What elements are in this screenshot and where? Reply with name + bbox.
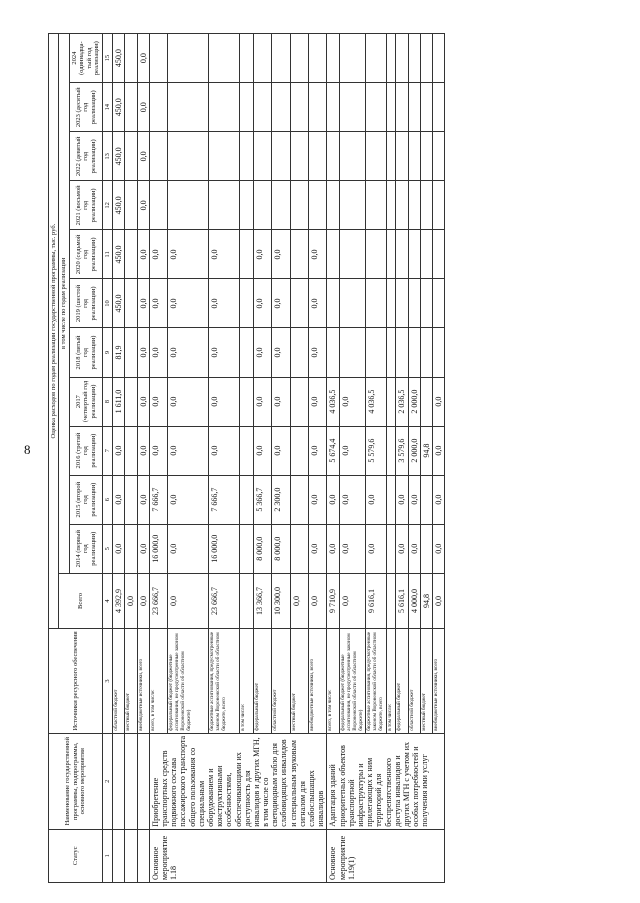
header-source: Источники ресурсного обеспечения	[49, 629, 103, 734]
value-cell: 81,9	[113, 328, 125, 377]
value-cell: 450,0	[113, 83, 125, 132]
value-cell: 0,0	[149, 279, 167, 328]
value-cell	[327, 132, 339, 181]
value-cell: 94,8	[420, 573, 432, 628]
value-cell: 0,0	[396, 475, 408, 524]
table-row	[327, 34, 339, 883]
value-cell	[420, 279, 432, 328]
value-cell	[290, 34, 308, 83]
source-cell: областной бюджет	[272, 629, 290, 734]
column-number: 10	[102, 279, 112, 328]
value-cell	[327, 34, 339, 83]
value-cell	[387, 573, 396, 628]
header-estimate: Оценка расходов по годам реализации государственной программы, тыс. руб.	[49, 34, 59, 629]
value-cell	[387, 328, 396, 377]
value-cell: 0,0	[366, 475, 387, 524]
name-cell: Приобретение транспортных средств подвижного состава пассажирского транспорта общего пользования со специальным оборудованием и конструктивными особенностями, обеспечивающими их доступность для инвалидов и других МГН, в том числе со светодиодным табло для слабовидящих инвалидов и специальным звуковым сигналом для слабослышащих инвалидов	[149, 733, 327, 829]
value-cell: 0,0	[308, 475, 326, 524]
value-cell	[125, 426, 137, 475]
value-cell: 94,8	[420, 426, 432, 475]
value-cell	[253, 83, 271, 132]
value-cell: 1 611,0	[113, 377, 125, 426]
value-cell: 0,0	[168, 279, 209, 328]
value-cell	[125, 132, 137, 181]
value-cell	[420, 328, 432, 377]
value-cell: 450,0	[113, 279, 125, 328]
value-cell	[339, 230, 366, 279]
value-cell: 0,0	[137, 83, 149, 132]
value-cell	[240, 34, 254, 83]
value-cell: 0,0	[137, 524, 149, 573]
source-cell: федеральный бюджет	[396, 629, 408, 734]
value-cell: 5 579,6	[366, 426, 387, 475]
value-cell: 5 616,1	[396, 573, 408, 628]
value-cell	[125, 377, 137, 426]
value-cell: 0,0	[253, 377, 271, 426]
value-cell: 0,0	[113, 426, 125, 475]
value-cell: 0,0	[408, 475, 420, 524]
value-cell: 0,0	[125, 573, 137, 628]
value-cell: 0,0	[432, 426, 444, 475]
source-cell: бюджетные ассигнования, предусмотренные законом Воронежской области об областном бюджете, всего	[366, 629, 387, 734]
value-cell	[387, 132, 396, 181]
value-cell	[149, 83, 167, 132]
value-cell	[396, 34, 408, 83]
value-cell	[420, 34, 432, 83]
value-cell	[290, 230, 308, 279]
value-cell: 0,0	[137, 132, 149, 181]
source-cell: в том числе:	[240, 629, 254, 734]
value-cell	[308, 83, 326, 132]
name-cell: Адаптация зданий приоритетных объектов транспортной инфраструктуры и прилегающих к ним территорий для беспрепятственного доступа инвалидов и других МГН с учетом их особых потребностей и получения ими услуг	[327, 733, 445, 829]
value-cell: 0,0	[272, 279, 290, 328]
name-cell	[125, 733, 137, 829]
value-cell: 0,0	[308, 279, 326, 328]
value-cell	[339, 279, 366, 328]
value-cell	[408, 328, 420, 377]
value-cell: 0,0	[149, 377, 167, 426]
value-cell	[125, 475, 137, 524]
column-number: 3	[102, 629, 112, 734]
header-year: 2017 (четвертый год реализации)	[69, 377, 102, 426]
value-cell: 0,0	[137, 279, 149, 328]
value-cell	[420, 230, 432, 279]
value-cell: 0,0	[137, 475, 149, 524]
value-cell	[240, 377, 254, 426]
header-year: 2021 (восьмой год реализации)	[69, 181, 102, 230]
value-cell	[308, 181, 326, 230]
header-year: 2018 (пятый год реализации)	[69, 328, 102, 377]
column-number: 8	[102, 377, 112, 426]
value-cell	[408, 230, 420, 279]
value-cell	[366, 328, 387, 377]
source-cell: местный бюджет	[290, 629, 308, 734]
table-row	[125, 34, 137, 883]
rotated-table-container	[48, 33, 603, 883]
header-year: 2014 (первый год реализации)	[69, 524, 102, 573]
value-cell	[290, 132, 308, 181]
value-cell	[168, 83, 209, 132]
value-cell: 0,0	[327, 524, 339, 573]
value-cell	[432, 34, 444, 83]
value-cell: 5 674,4	[327, 426, 339, 475]
value-cell: 0,0	[272, 426, 290, 475]
value-cell	[208, 34, 240, 83]
column-number: 2	[102, 733, 112, 829]
table-row	[149, 34, 167, 883]
column-number: 6	[102, 475, 112, 524]
value-cell: 0,0	[137, 426, 149, 475]
column-number: 4	[102, 573, 112, 628]
value-cell	[408, 279, 420, 328]
value-cell	[432, 181, 444, 230]
value-cell: 0,0	[137, 573, 149, 628]
source-cell: всего, в том числе:	[149, 629, 167, 734]
value-cell: 4 036,5	[366, 377, 387, 426]
value-cell	[408, 181, 420, 230]
value-cell	[327, 181, 339, 230]
value-cell: 0,0	[308, 328, 326, 377]
value-cell	[408, 34, 420, 83]
value-cell	[168, 34, 209, 83]
value-cell	[408, 83, 420, 132]
value-cell: 0,0	[253, 230, 271, 279]
value-cell	[396, 279, 408, 328]
value-cell	[387, 377, 396, 426]
value-cell: 0,0	[396, 524, 408, 573]
value-cell: 23 666,7	[208, 573, 240, 628]
value-cell	[290, 328, 308, 377]
value-cell	[125, 230, 137, 279]
value-cell	[432, 132, 444, 181]
column-number: 12	[102, 181, 112, 230]
value-cell: 0,0	[208, 279, 240, 328]
value-cell	[420, 83, 432, 132]
value-cell: 0,0	[253, 279, 271, 328]
value-cell: 13 366,7	[253, 573, 271, 628]
column-number: 13	[102, 132, 112, 181]
status-cell: Основное мероприятие 1.19(1)	[327, 829, 445, 882]
value-cell	[308, 34, 326, 83]
value-cell	[290, 83, 308, 132]
value-cell: 0,0	[149, 230, 167, 279]
value-cell: 8 000,0	[253, 524, 271, 573]
column-number: 14	[102, 83, 112, 132]
table-row	[137, 34, 149, 883]
value-cell: 0,0	[168, 328, 209, 377]
value-cell	[272, 83, 290, 132]
value-cell	[208, 181, 240, 230]
value-cell: 0,0	[168, 475, 209, 524]
value-cell: 2 036,5	[396, 377, 408, 426]
value-cell: 0,0	[168, 573, 209, 628]
header-status: Статус	[49, 829, 103, 882]
value-cell	[308, 132, 326, 181]
value-cell: 0,0	[408, 524, 420, 573]
value-cell: 0,0	[113, 524, 125, 573]
source-cell: внебюджетные источники, всего	[137, 629, 149, 734]
value-cell	[339, 132, 366, 181]
value-cell	[290, 377, 308, 426]
value-cell	[387, 230, 396, 279]
value-cell	[420, 181, 432, 230]
value-cell	[149, 132, 167, 181]
value-cell: 8 000,0	[272, 524, 290, 573]
value-cell	[240, 279, 254, 328]
value-cell: 2 300,0	[272, 475, 290, 524]
value-cell: 0,0	[168, 230, 209, 279]
value-cell	[387, 83, 396, 132]
value-cell	[253, 34, 271, 83]
value-cell	[339, 181, 366, 230]
header-year: 2019 (шестой год реализации)	[69, 279, 102, 328]
value-cell	[366, 132, 387, 181]
status-cell	[125, 829, 137, 882]
value-cell: 16 000,0	[208, 524, 240, 573]
value-cell	[290, 181, 308, 230]
header-year: 2023 (десятый год реализации)	[69, 83, 102, 132]
value-cell	[420, 377, 432, 426]
status-cell	[113, 829, 125, 882]
header-year: 2022 (девятый год реализации)	[69, 132, 102, 181]
value-cell: 0,0	[168, 524, 209, 573]
column-number: 1	[102, 829, 112, 882]
column-number: 15	[102, 34, 112, 83]
value-cell: 0,0	[137, 328, 149, 377]
source-cell: областной бюджет	[408, 629, 420, 734]
value-cell	[387, 475, 396, 524]
header-year: 2020 (седьмой год реализации)	[69, 230, 102, 279]
value-cell	[420, 475, 432, 524]
value-cell: 450,0	[113, 181, 125, 230]
value-cell	[149, 34, 167, 83]
value-cell	[432, 279, 444, 328]
value-cell	[149, 181, 167, 230]
value-cell: 0,0	[137, 230, 149, 279]
value-cell	[272, 181, 290, 230]
value-cell: 0,0	[149, 426, 167, 475]
header-year: 2016 (третий год реализации)	[69, 426, 102, 475]
value-cell: 0,0	[290, 573, 308, 628]
value-cell: 0,0	[339, 524, 366, 573]
source-cell: внебюджетные источники, всего	[432, 629, 444, 734]
value-cell: 0,0	[208, 328, 240, 377]
value-cell: 450,0	[113, 132, 125, 181]
value-cell: 0,0	[308, 524, 326, 573]
value-cell: 0,0	[272, 230, 290, 279]
value-cell	[125, 34, 137, 83]
value-cell	[240, 83, 254, 132]
value-cell: 0,0	[366, 524, 387, 573]
value-cell: 4 000,0	[408, 573, 420, 628]
value-cell: 0,0	[339, 475, 366, 524]
value-cell	[240, 132, 254, 181]
value-cell: 0,0	[432, 573, 444, 628]
value-cell	[396, 328, 408, 377]
value-cell: 0,0	[339, 573, 366, 628]
value-cell: 0,0	[137, 34, 149, 83]
value-cell	[327, 83, 339, 132]
value-cell: 5 366,7	[253, 475, 271, 524]
value-cell	[339, 328, 366, 377]
value-cell	[339, 34, 366, 83]
value-cell	[240, 573, 254, 628]
value-cell: 0,0	[208, 377, 240, 426]
value-cell	[396, 132, 408, 181]
value-cell	[408, 132, 420, 181]
value-cell	[168, 181, 209, 230]
value-cell	[253, 181, 271, 230]
source-cell: всего, в том числе:	[327, 629, 339, 734]
header-name: Наименование государственной программы, подпрограммы, основного мероприятия	[49, 733, 103, 829]
value-cell	[125, 83, 137, 132]
source-cell: бюджетные ассигнования, предусмотренные законом Воронежской области об областном бюджете, всего	[208, 629, 240, 734]
value-cell	[339, 83, 366, 132]
value-cell	[253, 132, 271, 181]
value-cell: 450,0	[113, 230, 125, 279]
header-year: 2024 (одиннадца-тый год реализации)	[69, 34, 102, 83]
value-cell	[366, 181, 387, 230]
value-cell	[387, 34, 396, 83]
value-cell	[432, 230, 444, 279]
budget-table	[48, 33, 445, 883]
value-cell	[366, 83, 387, 132]
column-number: 9	[102, 328, 112, 377]
value-cell	[396, 230, 408, 279]
value-cell: 9 616,1	[366, 573, 387, 628]
value-cell: 0,0	[168, 377, 209, 426]
column-number: 7	[102, 426, 112, 475]
value-cell: 7 666,7	[149, 475, 167, 524]
column-number: 11	[102, 230, 112, 279]
value-cell	[327, 230, 339, 279]
value-cell	[240, 181, 254, 230]
value-cell	[290, 279, 308, 328]
value-cell: 0,0	[137, 181, 149, 230]
value-cell	[272, 132, 290, 181]
value-cell	[420, 132, 432, 181]
value-cell: 0,0	[208, 426, 240, 475]
value-cell: 7 666,7	[208, 475, 240, 524]
status-cell	[137, 829, 149, 882]
value-cell	[208, 132, 240, 181]
value-cell: 0,0	[432, 524, 444, 573]
value-cell: 4 036,5	[327, 377, 339, 426]
value-cell	[366, 230, 387, 279]
value-cell: 0,0	[308, 426, 326, 475]
source-cell: в том числе:	[387, 629, 396, 734]
table-row	[113, 34, 125, 883]
value-cell	[387, 181, 396, 230]
value-cell: 4 392,9	[113, 573, 125, 628]
value-cell: 0,0	[149, 328, 167, 377]
header-total: Всего	[59, 573, 102, 628]
header-incl-years: в том числе по годам реализации	[59, 34, 69, 574]
value-cell	[125, 279, 137, 328]
value-cell	[125, 524, 137, 573]
value-cell: 9 710,9	[327, 573, 339, 628]
value-cell	[168, 132, 209, 181]
value-cell	[290, 475, 308, 524]
page-number: 8	[24, 442, 31, 457]
value-cell: 450,0	[113, 34, 125, 83]
value-cell: 0,0	[137, 377, 149, 426]
value-cell: 10 300,0	[272, 573, 290, 628]
value-cell	[327, 328, 339, 377]
name-cell	[137, 733, 149, 829]
value-cell	[396, 181, 408, 230]
value-cell	[366, 279, 387, 328]
value-cell	[240, 328, 254, 377]
value-cell: 0,0	[308, 573, 326, 628]
value-cell	[387, 524, 396, 573]
value-cell: 0,0	[168, 426, 209, 475]
value-cell	[432, 328, 444, 377]
value-cell: 0,0	[308, 377, 326, 426]
value-cell	[125, 181, 137, 230]
value-cell: 0,0	[113, 475, 125, 524]
source-cell: федеральный бюджет (бюджетные ассигнования, не предусмотренные законом Воронежской области об областном бюджете)	[339, 629, 366, 734]
header-year: 2015 (второй год реализации)	[69, 475, 102, 524]
value-cell: 0,0	[208, 230, 240, 279]
value-cell: 23 666,7	[149, 573, 167, 628]
value-cell	[420, 524, 432, 573]
value-cell	[240, 475, 254, 524]
source-cell: областной бюджет	[113, 629, 125, 734]
value-cell: 0,0	[339, 426, 366, 475]
value-cell	[272, 34, 290, 83]
source-cell: внебюджетные источники, всего	[308, 629, 326, 734]
value-cell	[396, 83, 408, 132]
value-cell: 3 579,6	[396, 426, 408, 475]
value-cell: 2 000,0	[408, 426, 420, 475]
name-cell	[113, 733, 125, 829]
source-cell: федеральный бюджет	[253, 629, 271, 734]
source-cell: местный бюджет	[420, 629, 432, 734]
value-cell	[240, 524, 254, 573]
source-cell: федеральный бюджет (бюджетные ассигнования, не предусмотренные законом Воронежской области об областном бюджете)	[168, 629, 209, 734]
status-cell: Основное мероприятие 1.18	[149, 829, 327, 882]
value-cell	[125, 328, 137, 377]
value-cell	[240, 230, 254, 279]
value-cell: 0,0	[432, 377, 444, 426]
value-cell	[432, 83, 444, 132]
value-cell	[327, 279, 339, 328]
value-cell: 0,0	[253, 426, 271, 475]
value-cell: 0,0	[432, 475, 444, 524]
value-cell: 0,0	[308, 230, 326, 279]
value-cell	[387, 279, 396, 328]
value-cell	[387, 426, 396, 475]
value-cell: 2 000,0	[408, 377, 420, 426]
value-cell: 0,0	[272, 328, 290, 377]
value-cell: 16 000,0	[149, 524, 167, 573]
value-cell	[290, 524, 308, 573]
column-number: 5	[102, 524, 112, 573]
value-cell: 0,0	[253, 328, 271, 377]
value-cell: 0,0	[327, 475, 339, 524]
value-cell: 0,0	[272, 377, 290, 426]
value-cell: 0,0	[339, 377, 366, 426]
source-cell: местный бюджет	[125, 629, 137, 734]
value-cell	[208, 83, 240, 132]
value-cell	[366, 34, 387, 83]
value-cell	[240, 426, 254, 475]
value-cell	[290, 426, 308, 475]
